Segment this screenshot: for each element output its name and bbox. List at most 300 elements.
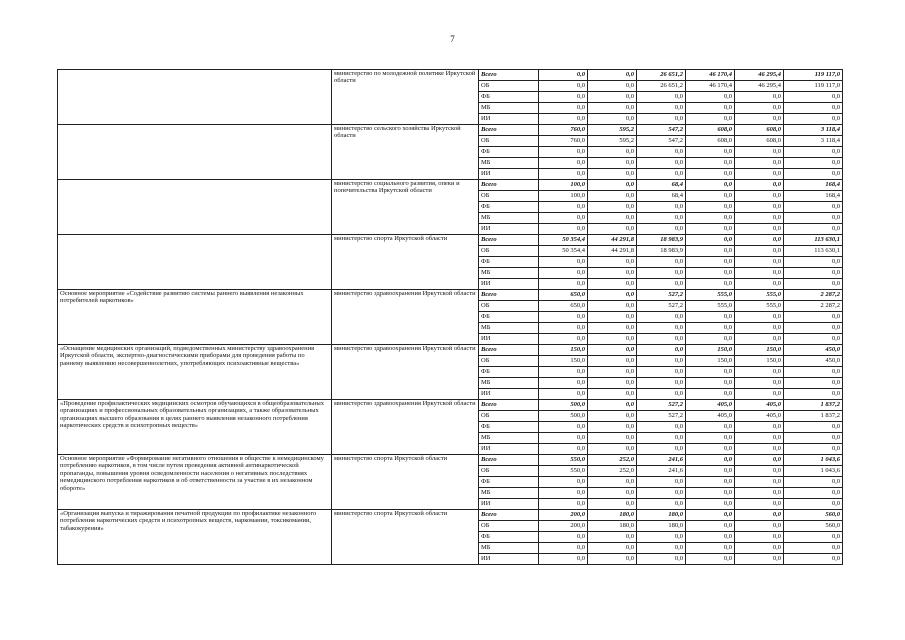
amount-cell: 550,0: [539, 466, 588, 477]
amount-cell: 0,0: [637, 323, 686, 334]
amount-cell: 547,2: [637, 125, 686, 136]
activity-cell: [58, 180, 332, 235]
amount-cell: 0,0: [735, 323, 784, 334]
source-cell: ФБ: [479, 147, 539, 158]
source-cell: МБ: [479, 158, 539, 169]
amount-cell: 0,0: [539, 323, 588, 334]
amount-cell: 0,0: [784, 279, 843, 290]
amount-cell: 0,0: [735, 114, 784, 125]
amount-cell: 119 117,0: [784, 81, 843, 92]
page-number: 7: [450, 34, 455, 44]
amount-cell: 0,0: [539, 444, 588, 455]
amount-cell: 0,0: [686, 158, 735, 169]
responsible-cell: министерство здравоохранения Иркутской области: [332, 290, 479, 345]
source-cell: ИИ: [479, 554, 539, 565]
amount-cell: 0,0: [735, 279, 784, 290]
amount-cell: 252,0: [588, 455, 637, 466]
amount-cell: 0,0: [686, 180, 735, 191]
amount-cell: 3 118,4: [784, 136, 843, 147]
activity-cell: Основное мероприятие «Содействие развитию системы раннего выявления незаконных потребителей наркотиков»: [58, 290, 332, 345]
amount-cell: 595,2: [588, 136, 637, 147]
amount-cell: 0,0: [539, 92, 588, 103]
amount-cell: 0,0: [588, 180, 637, 191]
amount-cell: 26 651,2: [637, 70, 686, 81]
amount-cell: 0,0: [784, 103, 843, 114]
source-cell: ИИ: [479, 224, 539, 235]
amount-cell: 113 630,1: [784, 246, 843, 257]
responsible-cell: министерство спорта Иркутской области: [332, 455, 479, 510]
amount-cell: 0,0: [588, 477, 637, 488]
amount-cell: 0,0: [637, 257, 686, 268]
amount-cell: 0,0: [637, 158, 686, 169]
amount-cell: 0,0: [686, 103, 735, 114]
amount-cell: 100,0: [539, 191, 588, 202]
amount-cell: 0,0: [588, 268, 637, 279]
amount-cell: 0,0: [588, 389, 637, 400]
activity-cell: [58, 235, 332, 290]
amount-cell: 0,0: [637, 389, 686, 400]
source-cell: Всего: [479, 125, 539, 136]
source-cell: Всего: [479, 290, 539, 301]
amount-cell: 0,0: [588, 334, 637, 345]
responsible-cell: министерство спорта Иркутской области: [332, 510, 479, 565]
amount-cell: 0,0: [637, 499, 686, 510]
source-cell: ОБ: [479, 356, 539, 367]
amount-cell: 168,4: [784, 180, 843, 191]
amount-cell: 0,0: [784, 554, 843, 565]
amount-cell: 0,0: [588, 103, 637, 114]
amount-cell: 0,0: [588, 191, 637, 202]
amount-cell: 0,0: [539, 312, 588, 323]
amount-cell: 1 837,2: [784, 400, 843, 411]
source-cell: ИИ: [479, 169, 539, 180]
amount-cell: 0,0: [784, 257, 843, 268]
amount-cell: 527,2: [637, 301, 686, 312]
amount-cell: 500,0: [539, 411, 588, 422]
amount-cell: 3 118,4: [784, 125, 843, 136]
amount-cell: 0,0: [784, 158, 843, 169]
amount-cell: 550,0: [539, 455, 588, 466]
amount-cell: 0,0: [735, 422, 784, 433]
activity-cell: Основное мероприятие «Формирование негативного отношения в обществе к немедицинскому потреблению наркотиков, в том числе путем проведения активной антинаркотической пропаганды, повышения уровня осведомленности населения о негативных последствиях немедицинского потребления наркотиков и об ответственности за участие в их незаконном обороте»: [58, 455, 332, 510]
amount-cell: 0,0: [735, 246, 784, 257]
amount-cell: 0,0: [735, 103, 784, 114]
amount-cell: 0,0: [637, 422, 686, 433]
amount-cell: 0,0: [784, 334, 843, 345]
amount-cell: 0,0: [784, 488, 843, 499]
amount-cell: 0,0: [784, 532, 843, 543]
amount-cell: 0,0: [784, 422, 843, 433]
source-cell: МБ: [479, 488, 539, 499]
amount-cell: 150,0: [735, 356, 784, 367]
amount-cell: 527,2: [637, 290, 686, 301]
source-cell: ОБ: [479, 466, 539, 477]
amount-cell: 0,0: [686, 477, 735, 488]
amount-cell: 0,0: [539, 543, 588, 554]
amount-cell: 0,0: [784, 323, 843, 334]
activity-cell: [58, 70, 332, 125]
amount-cell: 0,0: [686, 543, 735, 554]
amount-cell: 0,0: [539, 213, 588, 224]
amount-cell: 0,0: [588, 422, 637, 433]
amount-cell: 0,0: [784, 147, 843, 158]
amount-cell: 0,0: [735, 92, 784, 103]
amount-cell: 0,0: [735, 389, 784, 400]
amount-cell: 560,0: [784, 510, 843, 521]
amount-cell: 200,0: [539, 510, 588, 521]
amount-cell: 0,0: [686, 268, 735, 279]
amount-cell: 0,0: [588, 92, 637, 103]
table-row: [58, 70, 843, 81]
amount-cell: 0,0: [735, 378, 784, 389]
amount-cell: 26 651,2: [637, 81, 686, 92]
amount-cell: 0,0: [588, 433, 637, 444]
amount-cell: 595,2: [588, 125, 637, 136]
amount-cell: 0,0: [784, 268, 843, 279]
source-cell: ФБ: [479, 312, 539, 323]
amount-cell: 560,0: [784, 521, 843, 532]
amount-cell: 0,0: [735, 147, 784, 158]
amount-cell: 0,0: [784, 499, 843, 510]
amount-cell: 0,0: [539, 70, 588, 81]
amount-cell: 0,0: [588, 488, 637, 499]
amount-cell: 0,0: [637, 532, 686, 543]
amount-cell: 0,0: [539, 224, 588, 235]
source-cell: ФБ: [479, 422, 539, 433]
amount-cell: 0,0: [637, 103, 686, 114]
amount-cell: 18 983,9: [637, 246, 686, 257]
amount-cell: 0,0: [686, 202, 735, 213]
amount-cell: 113 630,1: [784, 235, 843, 246]
amount-cell: 0,0: [539, 169, 588, 180]
amount-cell: 252,0: [588, 466, 637, 477]
amount-cell: 0,0: [686, 191, 735, 202]
amount-cell: 0,0: [735, 521, 784, 532]
amount-cell: 150,0: [686, 356, 735, 367]
amount-cell: 0,0: [637, 334, 686, 345]
source-cell: ФБ: [479, 202, 539, 213]
amount-cell: 0,0: [735, 477, 784, 488]
amount-cell: 0,0: [686, 532, 735, 543]
amount-cell: 2 287,2: [784, 301, 843, 312]
amount-cell: 18 983,9: [637, 235, 686, 246]
amount-cell: 0,0: [637, 433, 686, 444]
activity-cell: «Проведение профилактических медицинских осмотров обучающихся в общеобразовательных организациях и профессиональных образовательных организациях, а также образовательных организациях высшего образования в целях раннего выявления незаконного потребления наркотических средств и психотропных веществ»: [58, 400, 332, 455]
amount-cell: 0,0: [588, 400, 637, 411]
amount-cell: 0,0: [735, 543, 784, 554]
source-cell: Всего: [479, 400, 539, 411]
amount-cell: 0,0: [588, 554, 637, 565]
amount-cell: 0,0: [637, 268, 686, 279]
source-cell: ОБ: [479, 136, 539, 147]
amount-cell: 0,0: [686, 389, 735, 400]
source-cell: МБ: [479, 213, 539, 224]
amount-cell: 1 043,6: [784, 455, 843, 466]
amount-cell: 0,0: [784, 433, 843, 444]
amount-cell: 150,0: [686, 345, 735, 356]
amount-cell: 0,0: [686, 422, 735, 433]
source-cell: ОБ: [479, 301, 539, 312]
source-cell: Всего: [479, 180, 539, 191]
amount-cell: 0,0: [539, 158, 588, 169]
amount-cell: 0,0: [735, 466, 784, 477]
amount-cell: 405,0: [686, 411, 735, 422]
source-cell: ИИ: [479, 279, 539, 290]
responsible-cell: министерство сельского хозяйства Иркутской области: [332, 125, 479, 180]
amount-cell: 760,0: [539, 136, 588, 147]
amount-cell: 0,0: [588, 81, 637, 92]
amount-cell: 241,6: [637, 455, 686, 466]
amount-cell: 0,0: [539, 433, 588, 444]
amount-cell: 0,0: [735, 257, 784, 268]
amount-cell: 0,0: [588, 158, 637, 169]
table-row: [58, 180, 843, 191]
table-row: [58, 235, 843, 246]
amount-cell: 0,0: [637, 378, 686, 389]
amount-cell: 608,0: [735, 125, 784, 136]
amount-cell: 200,0: [539, 521, 588, 532]
source-cell: ОБ: [479, 191, 539, 202]
amount-cell: 0,0: [784, 312, 843, 323]
activity-cell: «Оснащение медицинских организаций, подведомственных министерству здравоохранения Иркутской области, экспертно-диагностическими приборами для проведения работы по раннему выявлению несовершеннолетних, употребляющих психоактивные вещества»: [58, 345, 332, 400]
amount-cell: 150,0: [539, 356, 588, 367]
amount-cell: 0,0: [539, 334, 588, 345]
amount-cell: 650,0: [539, 290, 588, 301]
responsible-cell: министерство здравоохранения Иркутской области: [332, 400, 479, 455]
amount-cell: 0,0: [784, 378, 843, 389]
amount-cell: 0,0: [588, 202, 637, 213]
funding-table-body: [58, 70, 843, 565]
amount-cell: 150,0: [539, 345, 588, 356]
amount-cell: 650,0: [539, 301, 588, 312]
amount-cell: 0,0: [637, 213, 686, 224]
amount-cell: 0,0: [588, 257, 637, 268]
source-cell: МБ: [479, 103, 539, 114]
amount-cell: 0,0: [784, 213, 843, 224]
source-cell: ФБ: [479, 367, 539, 378]
amount-cell: 0,0: [735, 510, 784, 521]
amount-cell: 0,0: [784, 389, 843, 400]
source-cell: Всего: [479, 235, 539, 246]
amount-cell: 0,0: [588, 169, 637, 180]
source-cell: МБ: [479, 433, 539, 444]
amount-cell: 46 295,4: [735, 70, 784, 81]
amount-cell: 44 291,8: [588, 235, 637, 246]
amount-cell: 0,0: [539, 279, 588, 290]
amount-cell: 555,0: [735, 301, 784, 312]
amount-cell: 0,0: [588, 114, 637, 125]
amount-cell: 0,0: [539, 488, 588, 499]
funding-table: [57, 69, 843, 565]
amount-cell: 0,0: [735, 488, 784, 499]
amount-cell: 0,0: [637, 543, 686, 554]
source-cell: ОБ: [479, 411, 539, 422]
amount-cell: 0,0: [686, 499, 735, 510]
amount-cell: 0,0: [539, 114, 588, 125]
amount-cell: 1 837,2: [784, 411, 843, 422]
amount-cell: 0,0: [686, 323, 735, 334]
amount-cell: 0,0: [637, 444, 686, 455]
amount-cell: 0,0: [686, 455, 735, 466]
source-cell: МБ: [479, 323, 539, 334]
source-cell: Всего: [479, 345, 539, 356]
amount-cell: 0,0: [735, 180, 784, 191]
amount-cell: 168,4: [784, 191, 843, 202]
amount-cell: 44 291,8: [588, 246, 637, 257]
source-cell: ОБ: [479, 521, 539, 532]
amount-cell: 68,4: [637, 191, 686, 202]
amount-cell: 0,0: [686, 92, 735, 103]
amount-cell: 0,0: [686, 114, 735, 125]
table-row: [58, 290, 843, 301]
amount-cell: 0,0: [686, 554, 735, 565]
table-row: [58, 345, 843, 356]
amount-cell: 0,0: [686, 224, 735, 235]
amount-cell: 0,0: [735, 312, 784, 323]
source-cell: МБ: [479, 378, 539, 389]
source-cell: ФБ: [479, 257, 539, 268]
amount-cell: 0,0: [637, 345, 686, 356]
amount-cell: 450,0: [784, 356, 843, 367]
amount-cell: 0,0: [735, 213, 784, 224]
source-cell: Всего: [479, 455, 539, 466]
amount-cell: 100,0: [539, 180, 588, 191]
amount-cell: 608,0: [686, 136, 735, 147]
amount-cell: 2 287,2: [784, 290, 843, 301]
amount-cell: 0,0: [539, 268, 588, 279]
amount-cell: 555,0: [686, 301, 735, 312]
amount-cell: 0,0: [588, 378, 637, 389]
amount-cell: 0,0: [735, 268, 784, 279]
amount-cell: 0,0: [588, 532, 637, 543]
amount-cell: 0,0: [588, 444, 637, 455]
source-cell: ИИ: [479, 389, 539, 400]
amount-cell: 0,0: [735, 169, 784, 180]
amount-cell: 0,0: [637, 224, 686, 235]
source-cell: МБ: [479, 543, 539, 554]
amount-cell: 180,0: [637, 510, 686, 521]
amount-cell: 0,0: [686, 367, 735, 378]
amount-cell: 0,0: [686, 488, 735, 499]
amount-cell: 0,0: [686, 378, 735, 389]
source-cell: ФБ: [479, 92, 539, 103]
amount-cell: 0,0: [686, 147, 735, 158]
amount-cell: 0,0: [588, 312, 637, 323]
amount-cell: 527,2: [637, 400, 686, 411]
amount-cell: 0,0: [588, 301, 637, 312]
table-row: [58, 400, 843, 411]
amount-cell: 180,0: [637, 521, 686, 532]
activity-cell: «Организация выпуска и тиражирования печатной продукции по профилактике незаконного потребления наркотических средств и психотропных веществ, наркомании, токсикомании, табакокурения»: [58, 510, 332, 565]
amount-cell: 0,0: [539, 554, 588, 565]
amount-cell: 0,0: [637, 477, 686, 488]
amount-cell: 405,0: [735, 411, 784, 422]
amount-cell: 0,0: [686, 433, 735, 444]
amount-cell: 0,0: [686, 444, 735, 455]
amount-cell: 0,0: [784, 543, 843, 554]
amount-cell: 405,0: [735, 400, 784, 411]
source-cell: ИИ: [479, 499, 539, 510]
amount-cell: 0,0: [588, 290, 637, 301]
amount-cell: 0,0: [588, 499, 637, 510]
amount-cell: 46 170,4: [686, 81, 735, 92]
amount-cell: 0,0: [637, 147, 686, 158]
amount-cell: 0,0: [686, 169, 735, 180]
amount-cell: 500,0: [539, 400, 588, 411]
amount-cell: 119 117,0: [784, 70, 843, 81]
source-cell: ФБ: [479, 477, 539, 488]
amount-cell: 0,0: [686, 521, 735, 532]
amount-cell: 0,0: [637, 488, 686, 499]
amount-cell: 0,0: [539, 367, 588, 378]
amount-cell: 0,0: [735, 367, 784, 378]
amount-cell: 0,0: [784, 202, 843, 213]
responsible-cell: министерство здравоохранения Иркутской области: [332, 345, 479, 400]
amount-cell: 0,0: [588, 147, 637, 158]
amount-cell: 0,0: [539, 477, 588, 488]
amount-cell: 555,0: [735, 290, 784, 301]
amount-cell: 68,4: [637, 180, 686, 191]
amount-cell: 0,0: [735, 499, 784, 510]
amount-cell: 0,0: [784, 444, 843, 455]
amount-cell: 46 170,4: [686, 70, 735, 81]
amount-cell: 0,0: [588, 356, 637, 367]
amount-cell: 0,0: [588, 345, 637, 356]
amount-cell: 0,0: [686, 510, 735, 521]
amount-cell: 0,0: [637, 92, 686, 103]
amount-cell: 0,0: [735, 224, 784, 235]
amount-cell: 0,0: [686, 279, 735, 290]
amount-cell: 0,0: [637, 169, 686, 180]
amount-cell: 0,0: [588, 213, 637, 224]
source-cell: Всего: [479, 70, 539, 81]
amount-cell: 0,0: [735, 455, 784, 466]
amount-cell: 0,0: [686, 235, 735, 246]
amount-cell: 150,0: [735, 345, 784, 356]
amount-cell: 180,0: [588, 521, 637, 532]
amount-cell: 0,0: [588, 70, 637, 81]
amount-cell: 0,0: [588, 279, 637, 290]
amount-cell: 0,0: [539, 81, 588, 92]
amount-cell: 0,0: [784, 367, 843, 378]
source-cell: Всего: [479, 510, 539, 521]
amount-cell: 0,0: [539, 147, 588, 158]
amount-cell: 0,0: [539, 389, 588, 400]
amount-cell: 0,0: [735, 433, 784, 444]
amount-cell: 0,0: [686, 246, 735, 257]
amount-cell: 0,0: [588, 543, 637, 554]
source-cell: ФБ: [479, 532, 539, 543]
amount-cell: 0,0: [735, 554, 784, 565]
amount-cell: 450,0: [784, 345, 843, 356]
amount-cell: 0,0: [735, 532, 784, 543]
source-cell: МБ: [479, 268, 539, 279]
amount-cell: 0,0: [637, 114, 686, 125]
table-row: [58, 510, 843, 521]
amount-cell: 0,0: [735, 158, 784, 169]
amount-cell: 0,0: [735, 202, 784, 213]
amount-cell: 0,0: [539, 532, 588, 543]
amount-cell: 608,0: [735, 136, 784, 147]
amount-cell: 241,6: [637, 466, 686, 477]
amount-cell: 0,0: [539, 378, 588, 389]
responsible-cell: министерство спорта Иркутской области: [332, 235, 479, 290]
amount-cell: 0,0: [539, 103, 588, 114]
amount-cell: 0,0: [588, 367, 637, 378]
amount-cell: 0,0: [539, 202, 588, 213]
amount-cell: 0,0: [784, 169, 843, 180]
amount-cell: 0,0: [637, 312, 686, 323]
